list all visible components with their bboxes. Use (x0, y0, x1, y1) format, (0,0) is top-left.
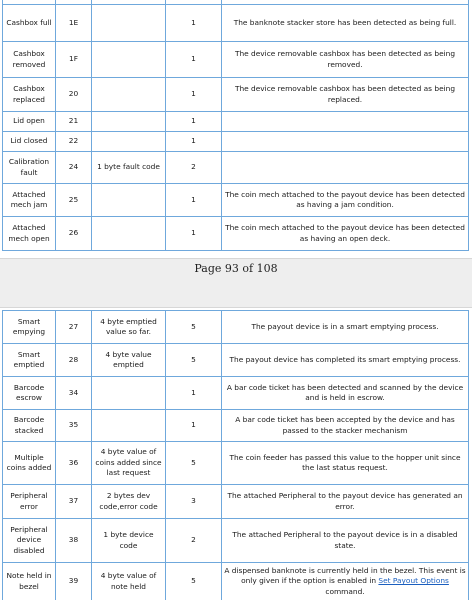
event-desc-cell: The attached Peripheral to the payout device is in a disabled state. (222, 519, 469, 563)
event-size-cell: 5 (166, 311, 222, 344)
table-row (3, 42, 469, 78)
table-row (3, 344, 469, 377)
table-row (3, 519, 469, 563)
event-params-cell (92, 217, 166, 251)
document-page-bottom (0, 308, 472, 600)
event-params-cell (92, 184, 166, 217)
event-params-cell: 4 byte value emptied (92, 344, 166, 377)
page-number: Page 93 of 108 (194, 262, 278, 275)
event-params-cell (92, 78, 166, 112)
event-desc-cell (222, 132, 469, 152)
event-desc-cell: The payout device has completed its smart emptying process. (222, 344, 469, 377)
event-name-cell: Smart emptied (3, 344, 56, 377)
event-params-cell: 1 byte fault code (92, 152, 166, 184)
event-name-cell: Barcode escrow (3, 377, 56, 410)
event-desc-cell: The payout device is in a smart emptying process. (222, 311, 469, 344)
event-size-cell: 1 (166, 132, 222, 152)
event-size-cell: 1 (166, 184, 222, 217)
document-page-top (0, 0, 472, 258)
table-row (3, 112, 469, 132)
event-name-cell: Calibration fault (3, 152, 56, 184)
table-row (3, 311, 469, 344)
table-row (3, 442, 469, 485)
event-desc-cell: The coin mech attached to the payout device has been detected as having a jam condition. (222, 184, 469, 217)
table-row (3, 184, 469, 217)
event-size-cell: 5 (166, 563, 222, 600)
event-desc-cell: The banknote stacker store has been detected as being full. (222, 5, 469, 42)
event-size-cell: 1 (166, 42, 222, 78)
event-size-cell: 2 (166, 519, 222, 563)
event-params-cell (92, 132, 166, 152)
table-row (3, 152, 469, 184)
event-size-cell: 1 (166, 112, 222, 132)
event-params-cell (92, 410, 166, 442)
event-name-cell: Multiple coins added (3, 442, 56, 485)
set-payout-options-link[interactable]: Set Payout Options (378, 576, 449, 586)
event-params-cell: 1 byte device code (92, 519, 166, 563)
event-desc-cell: The device removable cashbox has been detected as being removed. (222, 42, 469, 78)
event-code-cell: 24 (56, 152, 92, 184)
event-code-cell: 20 (56, 78, 92, 112)
event-name-cell: Attached mech jam (3, 184, 56, 217)
event-desc-cell: A bar code ticket has been accepted by the device and has passed to the stacker mechanism (222, 410, 469, 442)
event-name-cell: Cashbox full (3, 5, 56, 42)
event-code-cell: 39 (56, 563, 92, 600)
event-code-cell: 22 (56, 132, 92, 152)
event-code-cell: 34 (56, 377, 92, 410)
event-table-bottom (2, 310, 469, 600)
event-name-cell: Peripheral error (3, 485, 56, 519)
event-desc-cell: The coin mech attached to the payout device has been detected as having an open deck. (222, 217, 469, 251)
event-code-cell: 26 (56, 217, 92, 251)
event-params-cell: 2 bytes dev code,error code (92, 485, 166, 519)
table-row (3, 410, 469, 442)
event-size-cell: 5 (166, 344, 222, 377)
table-row (3, 5, 469, 42)
event-size-cell: 1 (166, 377, 222, 410)
event-desc-cell: The attached Peripheral to the payout device has generated an error. (222, 485, 469, 519)
event-size-cell: 2 (166, 152, 222, 184)
table-row (3, 485, 469, 519)
event-name-cell: Peripheral device disabled (3, 519, 56, 563)
event-code-cell: 1F (56, 42, 92, 78)
event-code-cell: 21 (56, 112, 92, 132)
event-code-cell: 27 (56, 311, 92, 344)
event-params-cell (92, 5, 166, 42)
event-params-cell: 4 byte emptied value so far. (92, 311, 166, 344)
table-row (3, 217, 469, 251)
event-code-cell: 37 (56, 485, 92, 519)
event-code-cell: 1E (56, 5, 92, 42)
event-code-cell: 25 (56, 184, 92, 217)
event-desc-cell: The coin feeder has passed this value to the hopper unit since the last status request. (222, 442, 469, 485)
event-desc-cell: A bar code ticket has been detected and scanned by the device and is held in escrow. (222, 377, 469, 410)
event-name-cell: Note held in bezel (3, 563, 56, 600)
table-row (3, 78, 469, 112)
desc-text: A dispensed banknote is currently held in the bezel. This event is only given if the option is enabled in (224, 565, 466, 586)
event-params-cell: 4 byte value of coins added since last request (92, 442, 166, 485)
event-desc-cell (222, 152, 469, 184)
table-row (3, 377, 469, 410)
event-params-cell: 4 byte value of note held (92, 563, 166, 600)
event-size-cell: 1 (166, 78, 222, 112)
event-params-cell (92, 377, 166, 410)
event-code-cell: 35 (56, 410, 92, 442)
event-desc-cell: The device removable cashbox has been detected as being replaced. (222, 78, 469, 112)
event-name-cell: Attached mech open (3, 217, 56, 251)
event-code-cell: 36 (56, 442, 92, 485)
event-code-cell: 28 (56, 344, 92, 377)
event-name-cell: Barcode stacked (3, 410, 56, 442)
event-code-cell: 38 (56, 519, 92, 563)
event-name-cell: Lid open (3, 112, 56, 132)
event-size-cell: 1 (166, 217, 222, 251)
event-name-cell: Cashbox removed (3, 42, 56, 78)
event-name-cell: Smart empying (3, 311, 56, 344)
event-params-cell (92, 112, 166, 132)
table-row (3, 132, 469, 152)
event-name-cell: Cashbox replaced (3, 78, 56, 112)
event-desc-cell (222, 563, 469, 600)
event-size-cell: 1 (166, 410, 222, 442)
event-name-cell: Lid closed (3, 132, 56, 152)
event-size-cell: 5 (166, 442, 222, 485)
event-desc-cell (222, 112, 469, 132)
table-row (3, 563, 469, 600)
desc-text: command. (325, 586, 365, 596)
event-params-cell (92, 42, 166, 78)
event-table-top (2, 0, 469, 251)
event-size-cell: 1 (166, 5, 222, 42)
event-size-cell: 3 (166, 485, 222, 519)
